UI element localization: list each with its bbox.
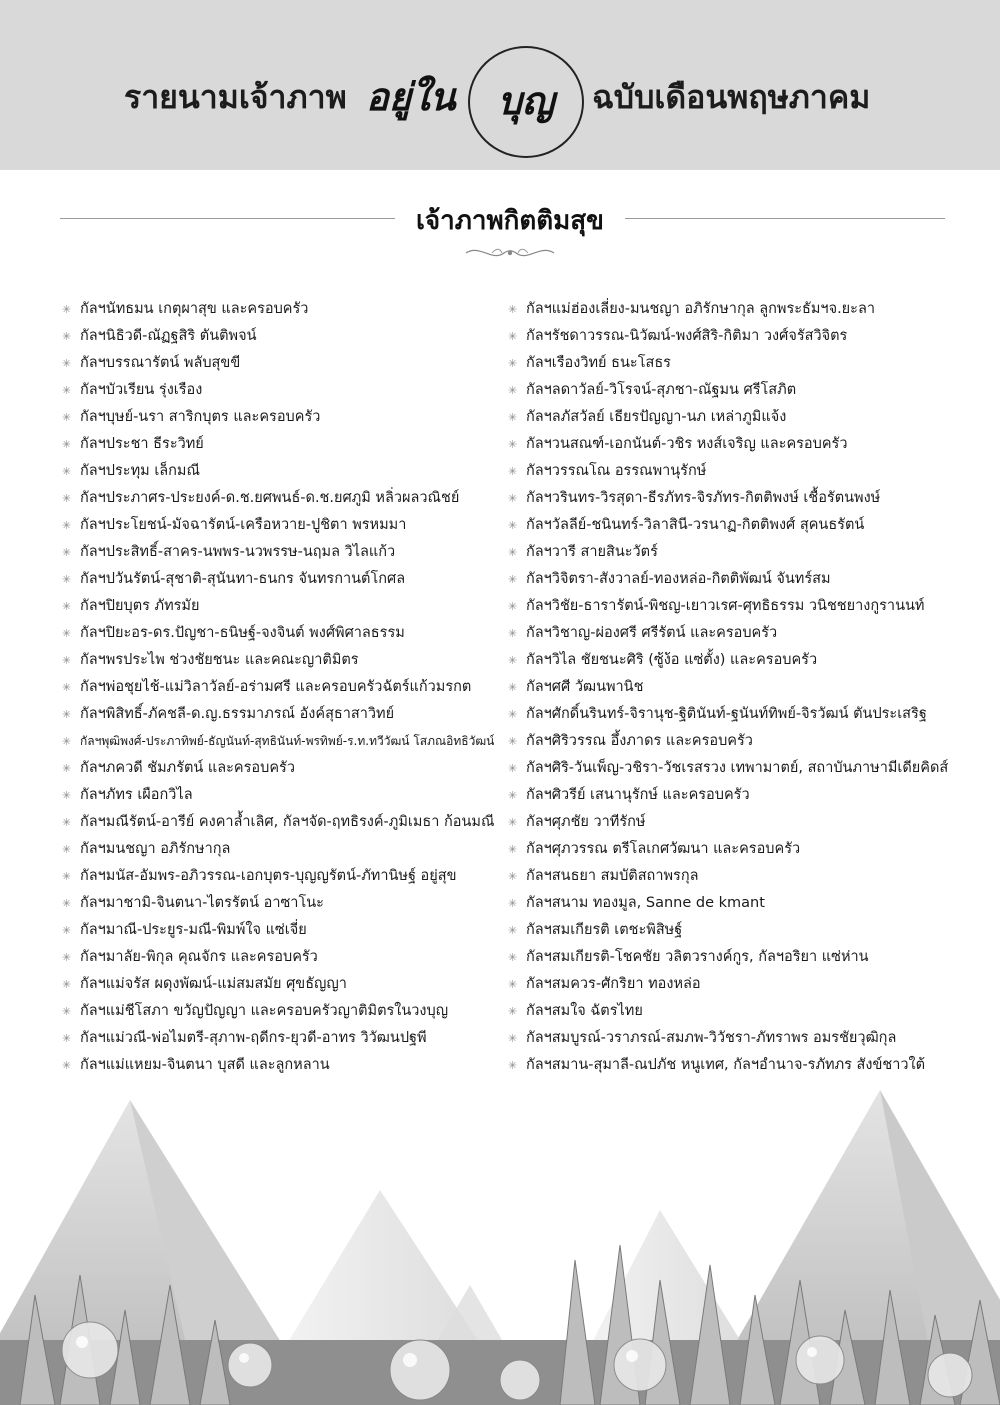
donor-left-item <box>62 701 502 728</box>
donor-left-item-text: กัลฯบรรณารัตน์ พลับสุขขี <box>80 355 241 371</box>
donor-left-item-text: กัลฯมาณี-ประยูร-มณี-พิมพ์ใจ แซ่เจี่ย <box>80 922 307 938</box>
donor-left-item-text: กัลฯประสิทธิ์-สาคร-นพพร-นวพรรษ-นฤมล วิไลแก้ว <box>80 544 396 560</box>
donor-left-item <box>62 350 502 377</box>
bullet-star-icon: ✳ <box>62 438 72 451</box>
donor-left-item-text: กัลฯแม่วณี-พ่อไมตรี-สุภาพ-ฤดีกร-ยุวดี-อาทร วิวัฒนปฐพี <box>80 1030 427 1046</box>
bullet-star-icon: ✳ <box>62 843 72 856</box>
logo-circle-text: บุญ <box>497 79 555 123</box>
donor-right-item-text: กัลฯวรินทร-วิรสุดา-ธีรภัทร-จิรภัทร-กิตติพงษ์ เชื้อรัตนพงษ์ <box>526 490 881 506</box>
donor-right-item <box>508 944 953 971</box>
bullet-star-icon: ✳ <box>508 1032 518 1045</box>
donor-right-item-text: กัลฯสนธยา สมบัติสถาพรกุล <box>526 868 699 884</box>
bullet-star-icon: ✳ <box>62 573 72 586</box>
donor-left-item <box>62 674 502 701</box>
bullet-star-icon: ✳ <box>62 519 72 532</box>
page-header <box>0 0 1000 170</box>
donor-right-item-text: กัลฯสมเกียรติ เตชะพิสิษฐ์ <box>526 922 683 938</box>
donor-right-item <box>508 377 953 404</box>
donor-right-item <box>508 809 953 836</box>
bullet-star-icon: ✳ <box>62 681 72 694</box>
donor-right-item <box>508 674 953 701</box>
donor-left-item-text: กัลฯมนัส-อัมพร-อภิวรรณ-เอกบุตร-บุญญรัตน์-ภัทานิษฐ์ อยู่สุข <box>80 868 457 884</box>
donor-right-item <box>508 458 953 485</box>
bullet-star-icon: ✳ <box>508 1059 518 1072</box>
donor-right-item <box>508 890 953 917</box>
donor-left-item <box>62 944 502 971</box>
donor-left-item-text: กัลฯมาลัย-พิกุล คุณจักร และครอบครัว <box>80 949 318 965</box>
bullet-star-icon: ✳ <box>62 897 72 910</box>
bullet-star-icon: ✳ <box>62 600 72 613</box>
donor-left-item <box>62 998 502 1025</box>
bullet-star-icon: ✳ <box>62 627 72 640</box>
donor-right-item-text: กัลฯลดาวัลย์-วิโรจน์-สุภชา-ณัฐมน ศรีโสภิต <box>526 382 797 398</box>
bullet-star-icon: ✳ <box>62 951 72 964</box>
donor-left-item <box>62 1052 502 1079</box>
bullet-star-icon: ✳ <box>62 411 72 424</box>
donor-right-item <box>508 836 953 863</box>
donor-left-item-text: กัลฯพ่อชุยไช้-แม่วิลาวัลย์-อร่ามศรี และครอบครัวฉัตร์แก้วมรกต <box>80 679 472 695</box>
donor-right-item-text: กัลฯศุภวรรณ ตรีโลเกศวัฒนา และครอบครัว <box>526 841 801 857</box>
donor-left-item-text: กัลฯพิสิทธิ์-ภัคชลี-ด.ญ.ธรรมาภรณ์ อังค์สุธาสาวิทย์ <box>80 706 395 722</box>
donor-left-item <box>62 323 502 350</box>
bullet-star-icon: ✳ <box>508 978 518 991</box>
bullet-star-icon: ✳ <box>508 843 518 856</box>
bullet-star-icon: ✳ <box>508 870 518 883</box>
donor-right-item <box>508 782 953 809</box>
bullet-star-icon: ✳ <box>508 357 518 370</box>
donor-left-item-text: กัลฯประชา ธีระวิทย์ <box>80 436 204 452</box>
donor-right-item-text: กัลฯลภัสวัลย์ เธียรปัญญา-นภ เหล่าภูมิแจ้ง <box>526 409 787 425</box>
donor-left-item <box>62 863 502 890</box>
logo-circle <box>468 46 584 158</box>
donor-right-item-text: กัลฯวิไล ชัยชนะศิริ (ซู้ง้อ แซ่ตั้ง) และครอบครัว <box>526 652 818 668</box>
bullet-star-icon: ✳ <box>62 546 72 559</box>
donor-left-item-text: กัลฯพุฒิพงศ์-ประภาทิพย์-ธัญนันท์-สุทธินันท์-พรทิพย์-ร.ท.ทวีวัฒน์ โสภณอิทธิวัฒน์ <box>80 734 495 748</box>
donor-left-item-text: กัลฯภควดี ชัมภรัตน์ และครอบครัว <box>80 760 295 776</box>
bullet-star-icon: ✳ <box>508 303 518 316</box>
bullet-star-icon: ✳ <box>62 465 72 478</box>
donor-right-item <box>508 431 953 458</box>
donor-left-item <box>62 647 502 674</box>
crystal-pyramid-background <box>0 1080 1000 1405</box>
donor-right-item <box>508 1025 953 1052</box>
donor-left-item <box>62 782 502 809</box>
bullet-star-icon: ✳ <box>508 492 518 505</box>
donor-left-item-text: กัลฯบัวเรียน รุ่งเรือง <box>80 382 203 398</box>
donor-right-item-text: กัลฯสมบูรณ์-วราภรณ์-สมภพ-วิวัชรา-ภัทราพร อมรชัยวุฒิกุล <box>526 1030 897 1046</box>
donor-right-item-text: กัลฯเรืองวิทย์ ธนะโสธร <box>526 355 671 371</box>
donor-right-item <box>508 566 953 593</box>
bullet-star-icon: ✳ <box>62 924 72 937</box>
bullet-star-icon: ✳ <box>62 654 72 667</box>
donor-left-item <box>62 890 502 917</box>
donor-left-item-text: กัลฯปิยบุตร ภัทรมัย <box>80 598 200 614</box>
header-title-right: ฉบับเดือนพฤษภาคม <box>592 78 871 116</box>
donor-right-item <box>508 647 953 674</box>
bullet-star-icon: ✳ <box>508 735 518 748</box>
donor-right-item-text: กัลฯศุภชัย วาทีรักษ์ <box>526 814 646 830</box>
bullet-star-icon: ✳ <box>508 951 518 964</box>
bullet-star-icon: ✳ <box>62 735 72 748</box>
donor-left-item <box>62 971 502 998</box>
donor-left-item-text: กัลฯมณีรัตน์-อารีย์ คงคาล้ำเลิศ, กัลฯจัด-ฤทธิรงค์-ภูมิเมธา ก้อนมณี <box>80 814 495 830</box>
donor-right-item-text: กัลฯวนสณฑ์-เอกนันต์-วชิร หงส์เจริญ และครอบครัว <box>526 436 848 452</box>
bullet-star-icon: ✳ <box>508 654 518 667</box>
donor-left-item <box>62 620 502 647</box>
donor-left-item <box>62 377 502 404</box>
donor-right-item-text: กัลฯวิชัย-ธารารัตน์-พิชญ-เยาวเรศ-ศุทธิธรรม วนิชชยางกูรานนท์ <box>526 598 925 614</box>
donor-right-item <box>508 404 953 431</box>
donor-right-item-text: กัลฯศิริ-วันเพ็ญ-วชิรา-วัชเรสรวง เทพามาตย์, สถาบันภาษามีเดียคิดส์ <box>526 760 949 776</box>
bullet-star-icon: ✳ <box>508 789 518 802</box>
bullet-star-icon: ✳ <box>508 762 518 775</box>
donor-right-item-text: กัลฯศศี วัฒนพานิช <box>526 679 644 695</box>
donor-right-item-text: กัลฯสมเกียรติ-โชคชัย วลิตวรางค์กูร, กัลฯอริยา แซ่ห่าน <box>526 949 869 965</box>
bullet-star-icon: ✳ <box>62 303 72 316</box>
donor-right-item <box>508 998 953 1025</box>
bullet-star-icon: ✳ <box>62 708 72 721</box>
donor-left-item-text: กัลฯนิธิวดี-ณัฏฐสิริ ตันติพจน์ <box>80 328 257 344</box>
bullet-star-icon: ✳ <box>508 708 518 721</box>
donor-left-item-text: กัลฯนัทธมน เกตุผาสุข และครอบครัว <box>80 301 309 317</box>
donor-left-item-text: กัลฯแม่แหยม-จินตนา บุสดี และลูกหลาน <box>80 1057 330 1073</box>
bullet-star-icon: ✳ <box>508 465 518 478</box>
donor-left-item <box>62 485 502 512</box>
donor-right-item <box>508 728 953 755</box>
donor-left-item <box>62 836 502 863</box>
donor-left-item <box>62 566 502 593</box>
donor-right-item <box>508 296 953 323</box>
bullet-star-icon: ✳ <box>508 546 518 559</box>
donor-right-item-text: กัลฯแม่ฮ่องเลี่ยง-มนชญา อภิรักษากุล ลูกพระธัมฯจ.ยะลา <box>526 301 875 317</box>
donor-left-item <box>62 431 502 458</box>
bullet-star-icon: ✳ <box>508 330 518 343</box>
divider-left <box>60 218 395 219</box>
donor-right-item <box>508 350 953 377</box>
donor-right-item <box>508 593 953 620</box>
donor-right-item-text: กัลฯวิชาญ-ผ่องศรี ศรีรัตน์ และครอบครัว <box>526 625 778 641</box>
bullet-star-icon: ✳ <box>508 573 518 586</box>
donor-right-item-text: กัลฯศักดิ์นรินทร์-จิรานุช-ฐิตินันท์-ฐนันท์ทิพย์-จิรวัฒน์ ตันประเสริฐ <box>526 706 927 722</box>
donor-left-item-text: กัลฯประโยชน์-มัจฉารัตน์-เครือหวาย-ปูชิตา พรหมมา <box>80 517 407 533</box>
donor-right-item-text: กัลฯสนาม ทองมูล, Sanne de kmant <box>526 895 765 911</box>
donor-right-item <box>508 917 953 944</box>
donor-right-item-text: กัลฯวารี สายสินะวัตร์ <box>526 544 658 560</box>
donor-right-item-text: กัลฯศิวรีย์ เสนานุรักษ์ และครอบครัว <box>526 787 750 803</box>
donor-left-item <box>62 593 502 620</box>
donor-left-item <box>62 404 502 431</box>
donor-right-item <box>508 539 953 566</box>
donor-right-item <box>508 485 953 512</box>
donor-right-item <box>508 1052 953 1079</box>
bullet-star-icon: ✳ <box>508 816 518 829</box>
donor-left-item-text: กัลฯพรประไพ ช่วงชัยชนะ และคณะญาติมิตร <box>80 652 359 668</box>
donor-left-item <box>62 728 502 755</box>
bullet-star-icon: ✳ <box>62 1032 72 1045</box>
bullet-star-icon: ✳ <box>508 438 518 451</box>
donor-right-item <box>508 755 953 782</box>
donor-left-item-text: กัลฯภัทร เผือกวิไล <box>80 787 193 803</box>
donor-right-item-text: กัลฯวรรณโณ อรรณพานุรักษ์ <box>526 463 707 479</box>
bullet-star-icon: ✳ <box>508 681 518 694</box>
donor-list-left <box>62 296 502 1079</box>
bullet-star-icon: ✳ <box>508 627 518 640</box>
bullet-star-icon: ✳ <box>62 357 72 370</box>
bullet-star-icon: ✳ <box>508 600 518 613</box>
donor-left-item <box>62 755 502 782</box>
donor-right-item-text: กัลฯรัชดาวรรณ-นิวัฒน์-พงศ์สิริ-กิติมา วงศ์จรัสวิจิตร <box>526 328 848 344</box>
donor-left-item <box>62 539 502 566</box>
bullet-star-icon: ✳ <box>62 330 72 343</box>
donor-right-item <box>508 701 953 728</box>
flourish-ornament-icon <box>462 242 558 264</box>
bullet-star-icon: ✳ <box>62 1005 72 1018</box>
donor-right-item-text: กัลฯสมใจ ฉัตรไทย <box>526 1003 643 1019</box>
donor-left-item <box>62 512 502 539</box>
bullet-star-icon: ✳ <box>62 762 72 775</box>
donor-left-item-text: กัลฯมาชามิ-จินตนา-ไตรรัตน์ อาซาโนะ <box>80 895 324 911</box>
donor-left-item-text: กัลฯแม่ชีโสภา ขวัญปัญญา และครอบครัวญาติมิตรในวงบุญ <box>80 1003 449 1019</box>
bullet-star-icon: ✳ <box>508 1005 518 1018</box>
section-title: เจ้าภาพกิตติมสุข <box>416 206 604 236</box>
donor-right-item-text: กัลฯวัลลีย์-ชนินทร์-วิลาสินี-วรนาฏ-กิตติพงศ์ สุคนธรัตน์ <box>526 517 865 533</box>
donor-left-item-text: กัลฯปวันรัตน์-สุชาติ-สุนันทา-ธนกร จันทรกานต์โกศล <box>80 571 406 587</box>
donor-right-item-text: กัลฯวิจิตรา-สังวาลย์-ทองหล่อ-กิตติพัฒน์ จันทร์สม <box>526 571 831 587</box>
bullet-star-icon: ✳ <box>508 384 518 397</box>
donor-right-item <box>508 863 953 890</box>
donor-right-item-text: กัลฯสมาน-สุมาลี-ณปภัช หนูเทศ, กัลฯอำนาจ-รภัทภร สังข์ชาวใต้ <box>526 1057 926 1073</box>
bullet-star-icon: ✳ <box>508 897 518 910</box>
bullet-star-icon: ✳ <box>62 1059 72 1072</box>
donor-left-item <box>62 458 502 485</box>
donor-right-item-text: กัลฯศิริวรรณ อึ้งภาดร และครอบครัว <box>526 733 753 749</box>
donor-left-item-text: กัลฯประภาศร-ประยงค์-ด.ช.ยศพนธ์-ด.ช.ยศภูมิ หลิ่วผลวณิชย์ <box>80 490 460 506</box>
donor-left-item-text: กัลฯปิยะอร-ดร.ปัญชา-ธนิษฐ์-จงจินต์ พงศ์พิศาลธรรม <box>80 625 405 641</box>
donor-left-item <box>62 809 502 836</box>
bullet-star-icon: ✳ <box>62 978 72 991</box>
bullet-star-icon: ✳ <box>62 816 72 829</box>
bullet-star-icon: ✳ <box>508 519 518 532</box>
bullet-star-icon: ✳ <box>508 924 518 937</box>
donor-left-item-text: กัลฯแม่จรัส ผดุงพัฒน์-แม่สมสมัย ศุขธัญญา <box>80 976 347 992</box>
bullet-star-icon: ✳ <box>62 789 72 802</box>
donor-right-item <box>508 971 953 998</box>
donor-right-item-text: กัลฯสมควร-ศักริยา ทองหล่อ <box>526 976 701 992</box>
donor-left-item-text: กัลฯบุษย์-นรา สาริกบุตร และครอบครัว <box>80 409 321 425</box>
donor-left-item-text: กัลฯมนชญา อภิรักษากุล <box>80 841 231 857</box>
bullet-star-icon: ✳ <box>62 384 72 397</box>
bullet-star-icon: ✳ <box>62 870 72 883</box>
donor-left-item <box>62 296 502 323</box>
donor-right-item <box>508 323 953 350</box>
donor-left-item <box>62 1025 502 1052</box>
bullet-star-icon: ✳ <box>62 492 72 505</box>
donor-left-item <box>62 917 502 944</box>
donor-right-item <box>508 620 953 647</box>
donor-left-item-text: กัลฯประทุม เล็กมณี <box>80 463 200 479</box>
header-title-left: รายนามเจ้าภาพ <box>124 78 347 116</box>
divider-right <box>625 218 945 219</box>
logo-word: อยู่ใน <box>366 75 456 119</box>
donor-list-right <box>508 296 953 1079</box>
bullet-star-icon: ✳ <box>508 411 518 424</box>
donor-right-item <box>508 512 953 539</box>
